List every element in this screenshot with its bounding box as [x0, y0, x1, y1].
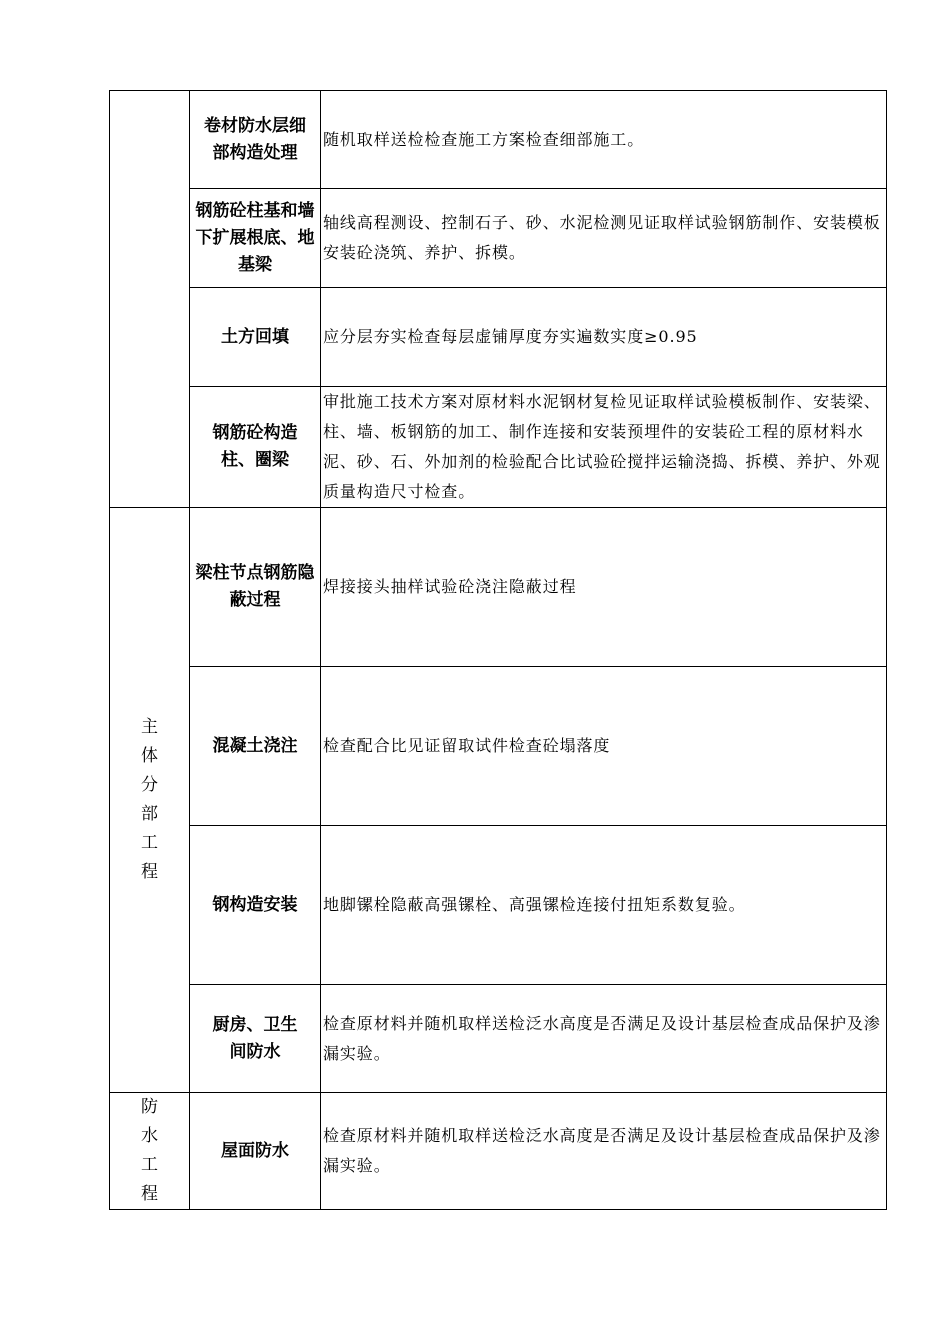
- desc-cell: [321, 985, 887, 1093]
- item-label: 梁柱节点钢筋隐蔽过程: [195, 563, 315, 610]
- table-row: [110, 288, 887, 387]
- desc-text: 检查配合比见证留取试件检查砼塌落度: [323, 736, 611, 755]
- desc-cell: [321, 508, 887, 667]
- desc-text: 随机取样送检检查施工方案检查细部施工。: [323, 129, 645, 149]
- item-label: 混凝土浇注: [212, 735, 298, 756]
- table-row: [110, 189, 887, 288]
- desc-text: 地脚镙栓隐蔽高强镙栓、高强镙检连接付扭矩系数复验。: [323, 895, 746, 914]
- item-cell: [190, 1093, 321, 1210]
- inspection-table: [109, 90, 887, 1210]
- desc-cell: [321, 1093, 887, 1210]
- desc-cell: [321, 667, 887, 826]
- item-cell: [190, 91, 321, 189]
- item-cell: [190, 387, 321, 508]
- item-label: 厨房、卫生间防水: [212, 1014, 298, 1062]
- group-cell-continued: [110, 91, 190, 508]
- item-cell: [190, 189, 321, 288]
- group-label: 防水工程: [141, 1097, 158, 1204]
- desc-text: 轴线高程测设、控制石子、砂、水泥检测见证取样试验钢筋制作、安装模板安装砼浇筑、养护、拆模。: [323, 213, 881, 262]
- desc-cell: [321, 288, 887, 387]
- item-cell: [190, 985, 321, 1093]
- item-label: 钢筋砼柱基和墙下扩展根底、地基梁: [195, 200, 315, 275]
- table-row: [110, 667, 887, 826]
- table-row: [110, 387, 887, 508]
- item-label: 屋面防水: [221, 1140, 289, 1161]
- desc-text: 焊接接头抽样试验砼浇注隐蔽过程: [323, 577, 577, 596]
- item-label: 土方回填: [221, 326, 289, 347]
- desc-cell: [321, 189, 887, 288]
- table-row: [110, 1093, 887, 1210]
- desc-text: 应分层夯实检查每层虚铺厚度夯实遍数实度≥0.95: [323, 327, 698, 346]
- table-row: [110, 985, 887, 1093]
- desc-cell: [321, 387, 887, 508]
- group-cell-waterproofing: [110, 1093, 190, 1210]
- table-row: [110, 91, 887, 189]
- item-cell: [190, 826, 321, 985]
- desc-text: 检查原材料并随机取样送检泛水高度是否满足及设计基层检查成品保护及渗漏实验。: [323, 1013, 881, 1063]
- item-label: 钢筋砼构造柱、圈梁: [212, 423, 298, 470]
- table-row: [110, 508, 887, 667]
- item-cell: [190, 667, 321, 826]
- group-label: 主体分部工程: [141, 717, 158, 882]
- desc-text: 检查原材料并随机取样送检泛水高度是否满足及设计基层检查成品保护及渗漏实验。: [323, 1126, 881, 1175]
- desc-cell: [321, 91, 887, 189]
- group-cell-main-structure: [110, 508, 190, 1093]
- item-label: 钢构造安装: [212, 894, 298, 915]
- desc-text: 审批施工技术方案对原材料水泥钢材复检见证取样试验模板制作、安装梁、柱、墙、板钢筋的加工、制作连接和安装预埋件的安装砼工程的原材料水泥、砂、石、外加剂的检验配合比试验砼搅拌运输浇捣、拆模、养护、外观质量构造尺寸检查。: [323, 392, 881, 501]
- table-row: [110, 826, 887, 985]
- desc-cell: [321, 826, 887, 985]
- item-label: 卷材防水层细部构造处理: [204, 115, 306, 163]
- item-cell: [190, 288, 321, 387]
- item-cell: [190, 508, 321, 667]
